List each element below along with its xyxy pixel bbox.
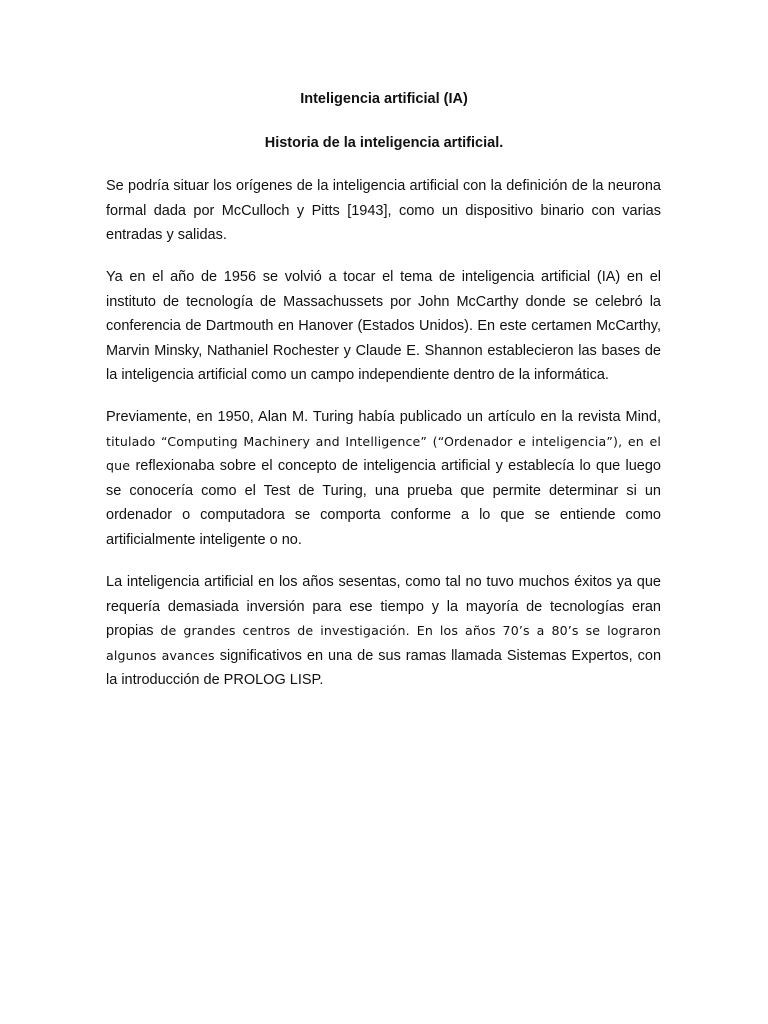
paragraph-dartmouth: Ya en el año de 1956 se volvió a tocar el tema de inteligencia artificial (IA) en el instituto de tecnología de Massachussets por John McCarthy donde se celebró la conferencia de Dartmouth en Hanover (Estados Unidos). En este certamen McCarthy, Marvin Minsky, Nathaniel Rochester y Claude E. Shannon establecieron las bases de la inteligencia artificial como un campo independiente dentro de la informática. <box>106 269 661 384</box>
paragraph-sixties-part-3: significativos en una de sus ramas llamada Sistemas Expertos, con la introducción de PROLOG LISP. <box>106 647 662 689</box>
paragraph-turing-part-3: reflexionaba sobre el concepto de inteligencia artificial y establecía lo que luego se conocería como el Test de Turing, una prueba que permite determinar si un ordenador o computadora se comporta conforme a lo que se entiende como artificialmente inteligente o no. <box>106 458 662 548</box>
paragraph-sixties-part-2: de grandes centros de investigación. En los años 70’s a 80’s se lograron algunos avances <box>106 623 661 663</box>
paragraph-sixties <box>106 570 661 693</box>
section-heading: Historia de la inteligencia artificial. <box>264 135 504 151</box>
paragraph-sixties-part-1: La inteligencia artificial en los años sesentas, como tal no tuvo muchos éxitos ya que requería demasiada inversión para ese tiempo y la mayoría de tecnologías eran propias <box>106 574 661 640</box>
paragraph-turing-part-1: Previamente, en 1950, Alan M. Turing había publicado un artículo en la revista Mind, <box>106 409 661 425</box>
paragraph-turing-part-2: titulado “Computing Machinery and Intelligence” (“Ordenador e inteligencia”), en el que <box>106 433 661 474</box>
paragraph-origins: Se podría situar los orígenes de la inteligencia artificial con la definición de la neurona formal dada por McCulloch y Pitts [1943], como un dispositivo binario con varias entradas y salidas. <box>106 178 661 244</box>
document-title: Inteligencia artificial (IA) <box>300 91 468 107</box>
paragraph-turing <box>106 405 661 553</box>
